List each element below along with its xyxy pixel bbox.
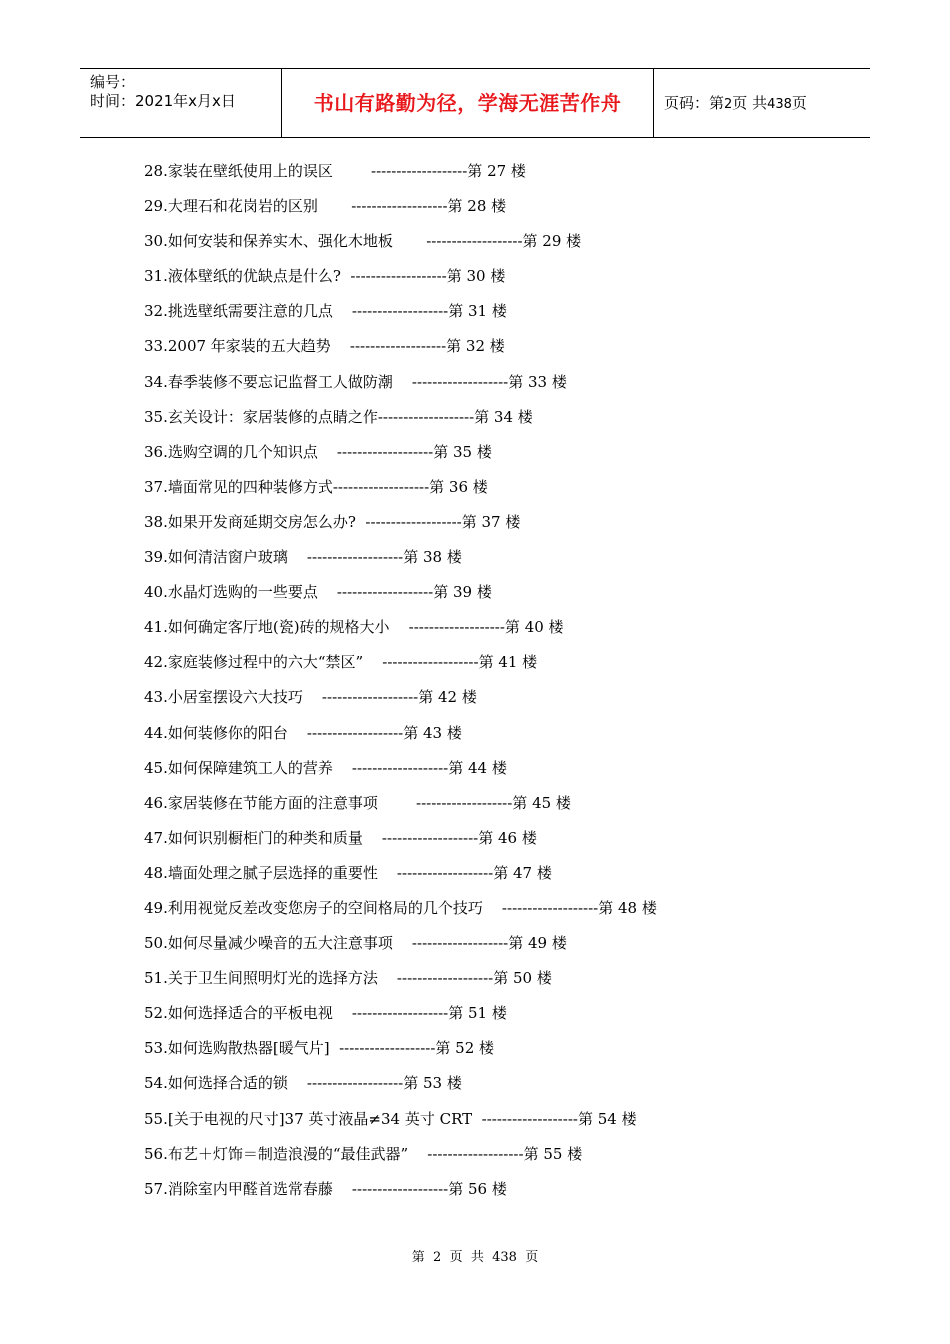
toc-item: 35.玄关设计：家居装修的点睛之作-------------------第 34 楼 — [144, 407, 533, 426]
toc-item: 46.家居装修在节能方面的注意事项 -------------------第 45 楼 — [144, 793, 571, 812]
document-number-label: 编号： — [90, 73, 136, 91]
page-label: 页码：第 — [664, 94, 725, 112]
total-pages: 438 — [767, 97, 792, 112]
toc-item: 51.关于卫生间照明灯光的选择方法 -------------------第 50 楼 — [144, 969, 552, 988]
toc-item: 43.小居室摆设六大技巧 -------------------第 42 楼 — [144, 688, 477, 707]
toc-item: 38.如果开发商延期交房怎么办? -------------------第 37 楼 — [144, 512, 521, 531]
header-meta — [80, 69, 282, 137]
toc-item: 54.如何选择合适的锁 -------------------第 53 楼 — [144, 1074, 462, 1093]
toc-item: 39.如何清洁窗户玻璃 -------------------第 38 楼 — [144, 548, 462, 567]
toc-item: 50.如何尽量减少噪音的五大注意事项 -------------------第 49 楼 — [144, 934, 567, 953]
toc-item: 33.2007 年家装的五大趋势 -------------------第 32 楼 — [144, 337, 505, 356]
toc-item: 29.大理石和花岗岩的区别 -------------------第 28 楼 — [144, 197, 507, 216]
toc-item: 53.如何选购散热器[暖气片] -------------------第 52 楼 — [144, 1039, 495, 1058]
toc-item: 56.布艺＋灯饰＝制造浪漫的“最佳武器” -------------------第 55 楼 — [144, 1144, 583, 1163]
toc-item: 40.水晶灯选购的一些要点 -------------------第 39 楼 — [144, 583, 492, 602]
toc-item: 52.如何选择适合的平板电视 -------------------第 51 楼 — [144, 1004, 507, 1023]
toc-item: 48.墙面处理之腻子层选择的重要性 -------------------第 47 楼 — [144, 863, 552, 882]
header-motto: 书山有路勤为径，学海无涯苦作舟 — [282, 69, 654, 137]
toc-item: 57.消除室内甲醛首选常春藤 -------------------第 56 楼 — [144, 1179, 507, 1198]
toc-item: 42.家庭装修过程中的六大“禁区” -------------------第 41 楼 — [144, 653, 538, 672]
toc-item: 47.如何识别橱柜门的种类和质量 -------------------第 46 楼 — [144, 828, 537, 847]
toc-item: 37.墙面常见的四种装修方式-------------------第 36 楼 — [144, 477, 488, 496]
toc-item: 32.挑选壁纸需要注意的几点 -------------------第 31 楼 — [144, 302, 507, 321]
toc-item: 28.家装在壁纸使用上的误区 -------------------第 27 楼 — [144, 162, 526, 180]
page-header — [80, 68, 870, 138]
toc-item: 55.[关于电视的尺寸]37 英寸液晶≠34 英寸 CRT -------------------第 54 楼 — [144, 1109, 637, 1128]
document-time: 时间：2021年x月x日 — [90, 92, 236, 110]
toc-item: 36.选购空调的几个知识点 -------------------第 35 楼 — [144, 442, 492, 461]
toc-item: 45.如何保障建筑工人的营养 -------------------第 44 楼 — [144, 758, 507, 777]
page-mid: 页 共 — [732, 94, 768, 112]
toc-item: 30.如何安装和保养实木、强化木地板 -------------------第 29 楼 — [144, 232, 582, 251]
header-page-info — [654, 69, 870, 137]
toc-item: 49.利用视觉反差改变您房子的空间格局的几个技巧 -------------------第 48 楼 — [144, 898, 657, 917]
toc-item: 34.春季装修不要忘记监督工人做防潮 -------------------第 33 楼 — [144, 372, 567, 391]
toc-item: 31.液体壁纸的优缺点是什么? -------------------第 30 楼 — [144, 267, 506, 286]
table-of-contents — [144, 158, 844, 1211]
page-end: 页 — [791, 94, 807, 112]
toc-item: 44.如何装修你的阳台 -------------------第 43 楼 — [144, 723, 462, 742]
page-number: 2 — [724, 97, 733, 112]
page-footer: 第 2 页 共 438 页 — [411, 1250, 539, 1265]
toc-item: 41.如何确定客厅地(瓷)砖的规格大小 -------------------第 40 楼 — [144, 618, 564, 637]
